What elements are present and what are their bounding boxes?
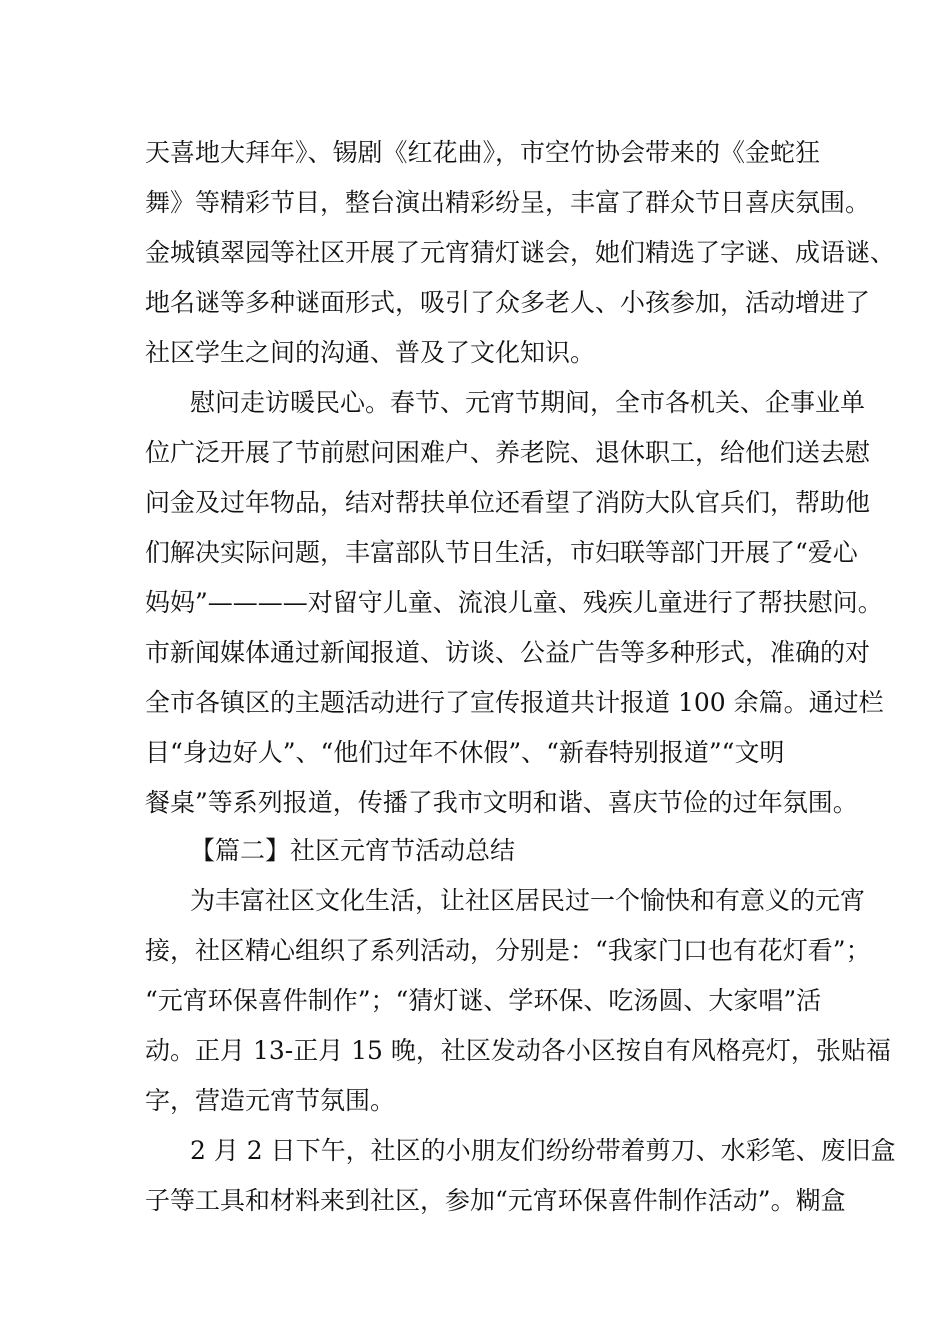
text-line: 字，营造元宵节氛围。 <box>145 1086 396 1115</box>
text-line: 目“身边好人”、“他们过年不休假”、“新春特别报道”“文明 <box>145 738 785 767</box>
text-line: 位广泛开展了节前慰问困难户、养老院、退休职工，给他们送去慰 <box>145 438 871 467</box>
paragraph-first-line: 2 月 2 日下午，社区的小朋友们纷纷带着剪刀、水彩笔、废旧盒 <box>190 1136 896 1165</box>
text-line: 们解决实际问题，丰富部队节日生活，市妇联等部门开展了“爱心 <box>145 538 858 567</box>
text-line: 问金及过年物品，结对帮扶单位还看望了消防大队官兵们，帮助他 <box>145 488 871 517</box>
text-line: 社区学生之间的沟通、普及了文化知识。 <box>145 338 596 367</box>
text-line: 金城镇翠园等社区开展了元宵猜灯谜会，她们精选了字谜、成语谜、 <box>145 238 896 267</box>
text-line: “元宵环保喜件制作”；“猜灯谜、学环保、吃汤圆、大家唱”活 <box>145 986 822 1015</box>
text-line: 市新闻媒体通过新闻报道、访谈、公益广告等多种形式，准确的对 <box>145 638 871 667</box>
text-line: 妈妈”————对留守儿童、流浪儿童、残疾儿童进行了帮扶慰问。 <box>145 588 883 617</box>
text-line: 天喜地大拜年》、锡剧《红花曲》，市空竹协会带来的《金蛇狂 <box>145 138 821 167</box>
paragraph-first-line: 为丰富社区文化生活，让社区居民过一个愉快和有意义的元宵 <box>190 886 866 915</box>
paragraph-first-line: 慰问走访暖民心。春节、元宵节期间，全市各机关、企事业单 <box>190 388 866 417</box>
section-heading: 【篇二】社区元宵节活动总结 <box>190 836 516 865</box>
text-line: 全市各镇区的主题活动进行了宣传报道共计报道 100 余篇。通过栏 <box>145 688 884 717</box>
text-line: 餐桌”等系列报道，传播了我市文明和谐、喜庆节俭的过年氛围。 <box>145 788 858 817</box>
text-line: 接，社区精心组织了系列活动，分别是：“我家门口也有花灯看”； <box>145 936 871 965</box>
text-line: 子等工具和材料来到社区，参加“元宵环保喜件制作活动”。糊盒 <box>145 1186 846 1215</box>
text-line: 地名谜等多种谜面形式，吸引了众多老人、小孩参加，活动增进了 <box>145 288 871 317</box>
text-line: 动。正月 13-正月 15 晚，社区发动各小区按自有风格亮灯，张贴福 <box>145 1036 891 1065</box>
text-line: 舞》等精彩节目，整台演出精彩纷呈，丰富了群众节日喜庆氛围。 <box>145 188 871 217</box>
